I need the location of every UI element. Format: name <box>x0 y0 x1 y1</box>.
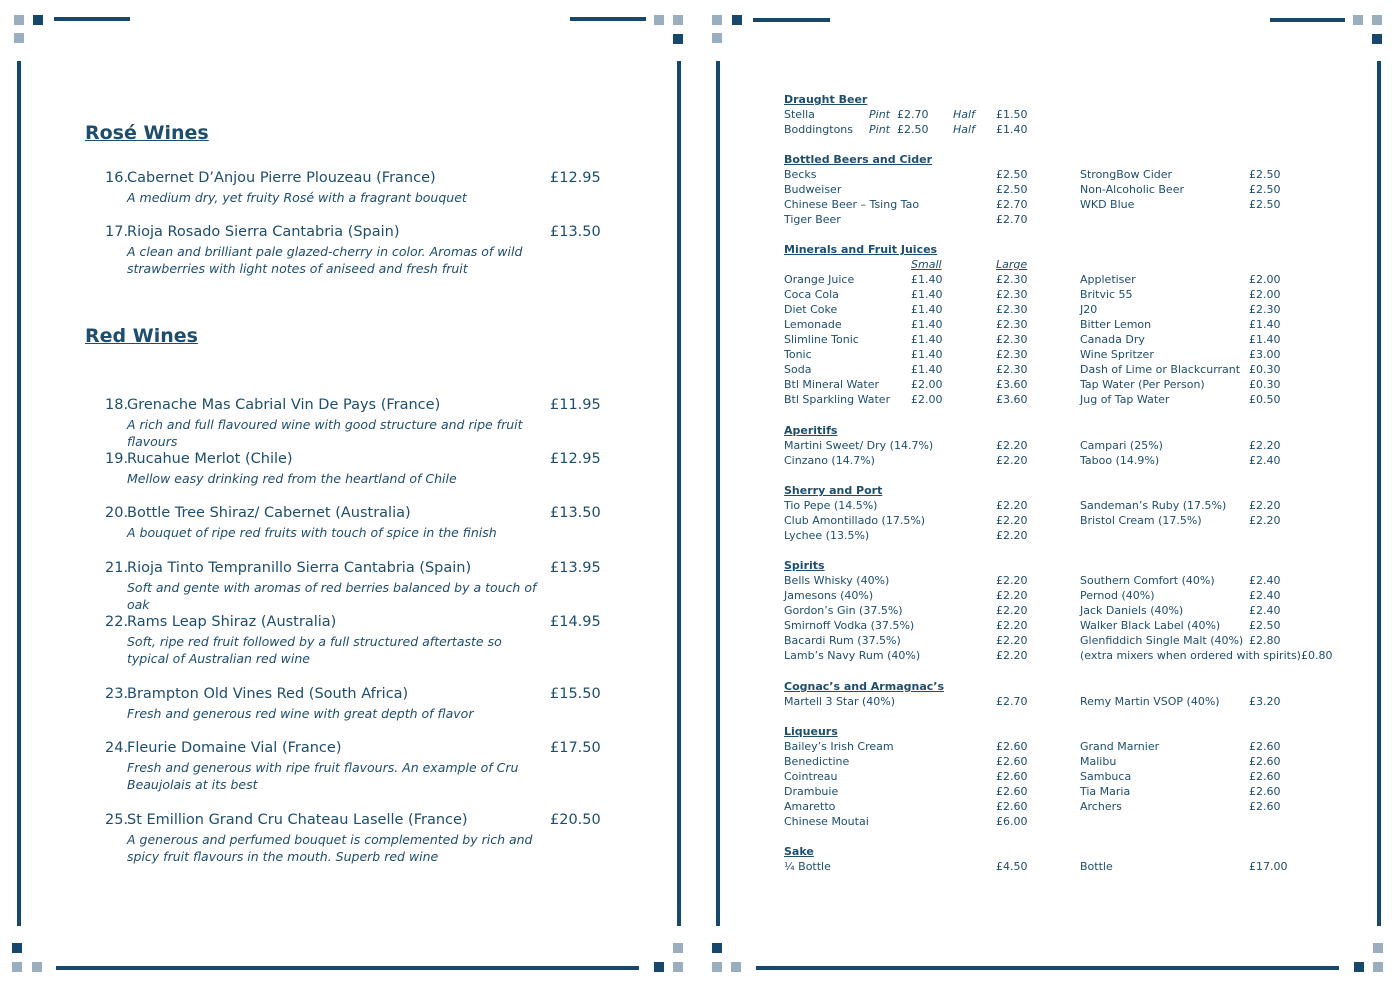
rose-wines-heading: Rosé Wines <box>85 122 209 144</box>
menu-row <box>700 589 1400 604</box>
wine-description: Soft, ripe red fruit followed by a full structured aftertaste so typical of Australian red wine <box>127 634 502 666</box>
item-name: Slimline Tonic <box>784 333 859 346</box>
item-name: Benedictine <box>784 755 850 768</box>
corner-square <box>1353 15 1363 25</box>
aperitifs-heading: Aperitifs <box>784 424 838 437</box>
right-menu-page <box>700 0 1400 989</box>
wine-description: A clean and brilliant pale glazed-cherry in color. Aromas of wild strawberries with light notes of aniseed and fresh fruit <box>127 244 523 276</box>
item-name: Britvic 55 <box>1080 288 1133 301</box>
corner-square <box>654 15 664 25</box>
item-name: Tia Maria <box>1080 785 1131 798</box>
wine-number: 20. <box>105 505 129 521</box>
item-price: £2.40 <box>1249 589 1281 602</box>
item-name: Non-Alcoholic Beer <box>1080 183 1184 196</box>
wine-price: £12.95 <box>550 170 601 186</box>
item-name: Glenfiddich Single Malt (40%) <box>1080 634 1244 647</box>
corner-square <box>33 15 43 25</box>
item-price: £2.20 <box>996 454 1028 467</box>
menu-row <box>700 860 1400 875</box>
wine-description: Fresh and generous red wine with great depth of flavor <box>127 706 474 721</box>
wine-price: £13.50 <box>550 224 601 240</box>
item-name: Tiger Beer <box>784 213 841 226</box>
small-column-header: Small <box>911 258 942 271</box>
pint-label: Pint <box>869 123 890 136</box>
item-name: Taboo (14.9%) <box>1080 454 1160 467</box>
wine-number: 19. <box>105 451 129 467</box>
item-price: £2.70 <box>996 198 1028 211</box>
item-price: £2.60 <box>996 785 1028 798</box>
wine-price: £13.95 <box>550 560 601 576</box>
wine-price: £20.50 <box>550 812 601 828</box>
corner-square <box>12 943 22 953</box>
item-price: £2.50 <box>1249 168 1281 181</box>
item-price: £2.70 <box>996 695 1028 708</box>
item-name: Bailey’s Irish Cream <box>784 740 894 753</box>
menu-row <box>700 740 1400 755</box>
item-price: £2.20 <box>996 634 1028 647</box>
corner-square <box>1372 34 1382 44</box>
item-price: £1.40 <box>911 273 943 286</box>
corner-square <box>1373 962 1383 972</box>
item-price: £2.60 <box>1249 800 1281 813</box>
item-price: £2.20 <box>996 499 1028 512</box>
item-name: Canada Dry <box>1080 333 1145 346</box>
corner-square <box>712 943 722 953</box>
wine-description: A bouquet of ripe red fruits with touch of spice in the finish <box>127 525 497 540</box>
menu-row <box>700 213 1400 228</box>
item-price: £2.30 <box>1249 303 1281 316</box>
item-price: £1.40 <box>1249 318 1281 331</box>
item-price: £4.50 <box>996 860 1028 873</box>
item-name: Stella <box>784 108 815 121</box>
corner-square <box>12 962 22 972</box>
item-name: Wine Spritzer <box>1080 348 1154 361</box>
item-price: £2.20 <box>996 604 1028 617</box>
item-price: £2.60 <box>996 755 1028 768</box>
item-name: Campari (25%) <box>1080 439 1163 452</box>
item-name: Diet Coke <box>784 303 838 316</box>
menu-row <box>700 303 1400 318</box>
item-name: Southern Comfort (40%) <box>1080 574 1215 587</box>
frame-line <box>570 17 646 21</box>
wine-number: 16. <box>105 170 129 186</box>
item-name: Tonic <box>784 348 812 361</box>
corner-square <box>673 943 683 953</box>
menu-row <box>700 363 1400 378</box>
menu-row <box>700 288 1400 303</box>
item-price: £2.30 <box>996 303 1028 316</box>
corner-square <box>673 34 683 44</box>
item-price: £2.60 <box>996 770 1028 783</box>
item-name: Btl Mineral Water <box>784 378 880 391</box>
pint-price: £2.70 <box>897 108 929 121</box>
item-name: Bristol Cream (17.5%) <box>1080 514 1202 527</box>
item-name: Smirnoff Vodka (37.5%) <box>784 619 915 632</box>
item-name: Chinese Beer – Tsing Tao <box>784 198 920 211</box>
item-price: £2.40 <box>1249 454 1281 467</box>
minerals-heading: Minerals and Fruit Juices <box>784 243 938 256</box>
item-price: £1.40 <box>911 363 943 376</box>
wine-description: A generous and perfumed bouquet is complemented by rich and spicy fruit flavours in the mouth. Superb red wine <box>127 832 533 864</box>
item-price: £17.00 <box>1249 860 1288 873</box>
menu-row <box>700 634 1400 649</box>
liqueurs-heading: Liqueurs <box>784 725 838 738</box>
wine-price: £12.95 <box>550 451 601 467</box>
wine-price: £11.95 <box>550 397 601 413</box>
large-column-header: Large <box>996 258 1028 271</box>
item-price: £6.00 <box>996 815 1028 828</box>
item-price: £2.20 <box>1249 439 1281 452</box>
item-price: £2.60 <box>996 740 1028 753</box>
menu-row <box>700 123 1400 138</box>
item-price: £2.00 <box>911 378 943 391</box>
wine-number: 22. <box>105 614 129 630</box>
menu-row <box>700 695 1400 710</box>
wine-name: Rucahue Merlot (Chile) <box>127 451 293 467</box>
item-price: £3.60 <box>996 393 1028 406</box>
item-name: Remy Martin VSOP (40%) <box>1080 695 1220 708</box>
wine-description: Mellow easy drinking red from the heartland of Chile <box>127 471 457 486</box>
corner-square <box>1354 962 1364 972</box>
item-name: Becks <box>784 168 817 181</box>
item-name: Club Amontillado (17.5%) <box>784 514 926 527</box>
item-price: £1.40 <box>911 348 943 361</box>
item-name: WKD Blue <box>1080 198 1135 211</box>
item-name: (extra mixers when ordered with spirits)£0.80 <box>1080 649 1333 662</box>
item-name: Martini Sweet/ Dry (14.7%) <box>784 439 934 452</box>
item-name: Jug of Tap Water <box>1080 393 1170 406</box>
item-price: £2.30 <box>996 348 1028 361</box>
corner-square <box>673 962 683 972</box>
menu-row <box>700 499 1400 514</box>
item-name: Amaretto <box>784 800 836 813</box>
menu-row <box>700 755 1400 770</box>
corner-square <box>673 15 683 25</box>
half-label: Half <box>953 123 975 136</box>
corner-square <box>712 33 722 43</box>
half-price: £1.50 <box>996 108 1028 121</box>
menu-row <box>700 273 1400 288</box>
item-name: J20 <box>1080 303 1098 316</box>
item-price: £2.00 <box>911 393 943 406</box>
wine-number: 24. <box>105 740 129 756</box>
item-name: Archers <box>1080 800 1122 813</box>
wine-description: A rich and full flavoured wine with good structure and ripe fruit flavours <box>127 417 523 449</box>
menu-row <box>700 770 1400 785</box>
item-name: Chinese Moutai <box>784 815 869 828</box>
item-price: £1.40 <box>911 333 943 346</box>
menu-row <box>700 183 1400 198</box>
item-price: £2.60 <box>996 800 1028 813</box>
frame-line <box>56 966 639 970</box>
item-name: Walker Black Label (40%) <box>1080 619 1221 632</box>
item-price: £2.30 <box>996 273 1028 286</box>
item-name: Boddingtons <box>784 123 853 136</box>
wine-name: Rioja Rosado Sierra Cantabria (Spain) <box>127 224 400 240</box>
item-price: £2.80 <box>1249 634 1281 647</box>
item-price: £2.50 <box>1249 198 1281 211</box>
wine-price: £17.50 <box>550 740 601 756</box>
item-price: £0.50 <box>1249 393 1281 406</box>
item-price: £0.30 <box>1249 378 1281 391</box>
menu-row <box>700 393 1400 408</box>
item-name: Orange Juice <box>784 273 855 286</box>
menu-row <box>700 439 1400 454</box>
wine-name: Rams Leap Shiraz (Australia) <box>127 614 337 630</box>
pint-price: £2.50 <box>897 123 929 136</box>
item-price: £0.30 <box>1249 363 1281 376</box>
item-name: Malibu <box>1080 755 1117 768</box>
item-price: £1.40 <box>911 303 943 316</box>
menu-row <box>700 348 1400 363</box>
item-name: Soda <box>784 363 812 376</box>
item-price: £2.30 <box>996 288 1028 301</box>
item-price: £2.60 <box>1249 740 1281 753</box>
sake-heading: Sake <box>784 845 814 858</box>
item-price: £2.20 <box>996 574 1028 587</box>
half-label: Half <box>953 108 975 121</box>
sherry-port-heading: Sherry and Port <box>784 484 883 497</box>
menu-row <box>700 619 1400 634</box>
wine-name: Grenache Mas Cabrial Vin De Pays (France) <box>127 397 441 413</box>
item-price: £2.20 <box>1249 499 1281 512</box>
wine-name: Cabernet D’Anjou Pierre Plouzeau (France) <box>127 170 436 186</box>
menu-row <box>700 815 1400 830</box>
item-price: £2.00 <box>1249 273 1281 286</box>
corner-square <box>14 15 24 25</box>
menu-row <box>700 604 1400 619</box>
item-price: £2.20 <box>996 649 1028 662</box>
item-name: ¼ Bottle <box>784 860 831 873</box>
menu-row <box>700 800 1400 815</box>
item-name: Appletiser <box>1080 273 1136 286</box>
item-price: £1.40 <box>1249 333 1281 346</box>
wine-price: £14.95 <box>550 614 601 630</box>
item-name: Martell 3 Star (40%) <box>784 695 896 708</box>
menu-row <box>700 574 1400 589</box>
item-price: £2.20 <box>996 514 1028 527</box>
wine-price: £15.50 <box>550 686 601 702</box>
item-name: Bitter Lemon <box>1080 318 1152 331</box>
item-name: Bells Whisky (40%) <box>784 574 890 587</box>
item-price: £3.60 <box>996 378 1028 391</box>
item-price: £2.20 <box>996 529 1028 542</box>
wine-name: Bottle Tree Shiraz/ Cabernet (Australia) <box>127 505 411 521</box>
item-price: £1.40 <box>911 318 943 331</box>
menu-row <box>700 378 1400 393</box>
pint-label: Pint <box>869 108 890 121</box>
menu-row <box>700 785 1400 800</box>
draught-beer-heading: Draught Beer <box>784 93 868 106</box>
frame-line <box>756 966 1339 970</box>
item-price: £1.40 <box>911 288 943 301</box>
menu-row <box>700 454 1400 469</box>
corner-square <box>712 962 722 972</box>
item-price: £3.00 <box>1249 348 1281 361</box>
corner-square <box>1372 15 1382 25</box>
item-name: Cinzano (14.7%) <box>784 454 875 467</box>
cognac-heading: Cognac’s and Armagnac’s <box>784 680 944 693</box>
red-wines-heading: Red Wines <box>85 325 198 347</box>
item-price: £2.30 <box>996 318 1028 331</box>
corner-square <box>732 15 742 25</box>
item-price: £2.50 <box>996 183 1028 196</box>
frame-line <box>54 17 130 21</box>
item-name: Sambuca <box>1080 770 1132 783</box>
item-price: £2.50 <box>1249 619 1281 632</box>
wine-number: 25. <box>105 812 129 828</box>
item-price: £2.00 <box>1249 288 1281 301</box>
item-name: Sandeman’s Ruby (17.5%) <box>1080 499 1227 512</box>
item-price: £2.70 <box>996 213 1028 226</box>
corner-square <box>32 962 42 972</box>
item-price: £2.30 <box>996 333 1028 346</box>
item-name: Jamesons (40%) <box>784 589 874 602</box>
item-name: Bottle <box>1080 860 1113 873</box>
menu-row <box>700 333 1400 348</box>
wine-name: Brampton Old Vines Red (South Africa) <box>127 686 409 702</box>
item-name: Bacardi Rum (37.5%) <box>784 634 901 647</box>
spirits-heading: Spirits <box>784 559 825 572</box>
item-name: Cointreau <box>784 770 838 783</box>
corner-square <box>712 15 722 25</box>
menu-row <box>700 168 1400 183</box>
wine-price: £13.50 <box>550 505 601 521</box>
item-name: Pernod (40%) <box>1080 589 1155 602</box>
item-price: £2.50 <box>1249 183 1281 196</box>
wine-number: 21. <box>105 560 129 576</box>
item-price: £2.20 <box>996 589 1028 602</box>
item-name: Tap Water (Per Person) <box>1080 378 1205 391</box>
item-name: Lychee (13.5%) <box>784 529 870 542</box>
corner-square <box>654 962 664 972</box>
item-name: Drambuie <box>784 785 839 798</box>
half-price: £1.40 <box>996 123 1028 136</box>
item-name: StrongBow Cider <box>1080 168 1173 181</box>
item-name: Gordon’s Gin (37.5%) <box>784 604 903 617</box>
item-price: £2.50 <box>996 168 1028 181</box>
item-price: £2.20 <box>1249 514 1281 527</box>
menu-row <box>700 649 1400 664</box>
column-headers <box>700 258 1400 273</box>
item-name: Grand Marnier <box>1080 740 1160 753</box>
corner-square <box>731 962 741 972</box>
item-price: £2.60 <box>1249 755 1281 768</box>
frame-line <box>17 61 21 926</box>
item-price: £3.20 <box>1249 695 1281 708</box>
frame-line <box>677 61 681 926</box>
wine-number: 18. <box>105 397 129 413</box>
item-name: Lemonade <box>784 318 842 331</box>
corner-square <box>14 33 24 43</box>
item-price: £2.60 <box>1249 785 1281 798</box>
wine-number: 23. <box>105 686 129 702</box>
menu-row <box>700 514 1400 529</box>
wine-description: Fresh and generous with ripe fruit flavours. An example of Cru Beaujolais at its best <box>127 760 519 792</box>
menu-row <box>700 529 1400 544</box>
frame-line <box>1270 18 1345 22</box>
corner-square <box>1373 943 1383 953</box>
frame-line <box>753 18 830 22</box>
item-price: £2.20 <box>996 439 1028 452</box>
wine-name: St Emillion Grand Cru Chateau Laselle (France) <box>127 812 468 828</box>
menu-row <box>700 108 1400 123</box>
menu-row <box>700 318 1400 333</box>
item-price: £2.60 <box>1249 770 1281 783</box>
wine-name: Fleurie Domaine Vial (France) <box>127 740 342 756</box>
item-name: Jack Daniels (40%) <box>1080 604 1184 617</box>
wine-name: Rioja Tinto Tempranillo Sierra Cantabria (Spain) <box>127 560 472 576</box>
item-price: £2.40 <box>1249 574 1281 587</box>
wine-number: 17. <box>105 224 129 240</box>
item-name: Lamb’s Navy Rum (40%) <box>784 649 921 662</box>
bottled-beers-heading: Bottled Beers and Cider <box>784 153 933 166</box>
item-price: £2.30 <box>996 363 1028 376</box>
item-name: Tio Pepe (14.5%) <box>784 499 878 512</box>
item-price: £2.40 <box>1249 604 1281 617</box>
wine-description: A medium dry, yet fruity Rosé with a fragrant bouquet <box>127 190 467 205</box>
menu-row <box>700 198 1400 213</box>
item-price: £2.20 <box>996 619 1028 632</box>
wine-description: Soft and gente with aromas of red berries balanced by a touch of oak <box>127 580 537 612</box>
item-name: Budweiser <box>784 183 842 196</box>
item-name: Coca Cola <box>784 288 839 301</box>
item-name: Btl Sparkling Water <box>784 393 891 406</box>
item-name: Dash of Lime or Blackcurrant <box>1080 363 1241 376</box>
